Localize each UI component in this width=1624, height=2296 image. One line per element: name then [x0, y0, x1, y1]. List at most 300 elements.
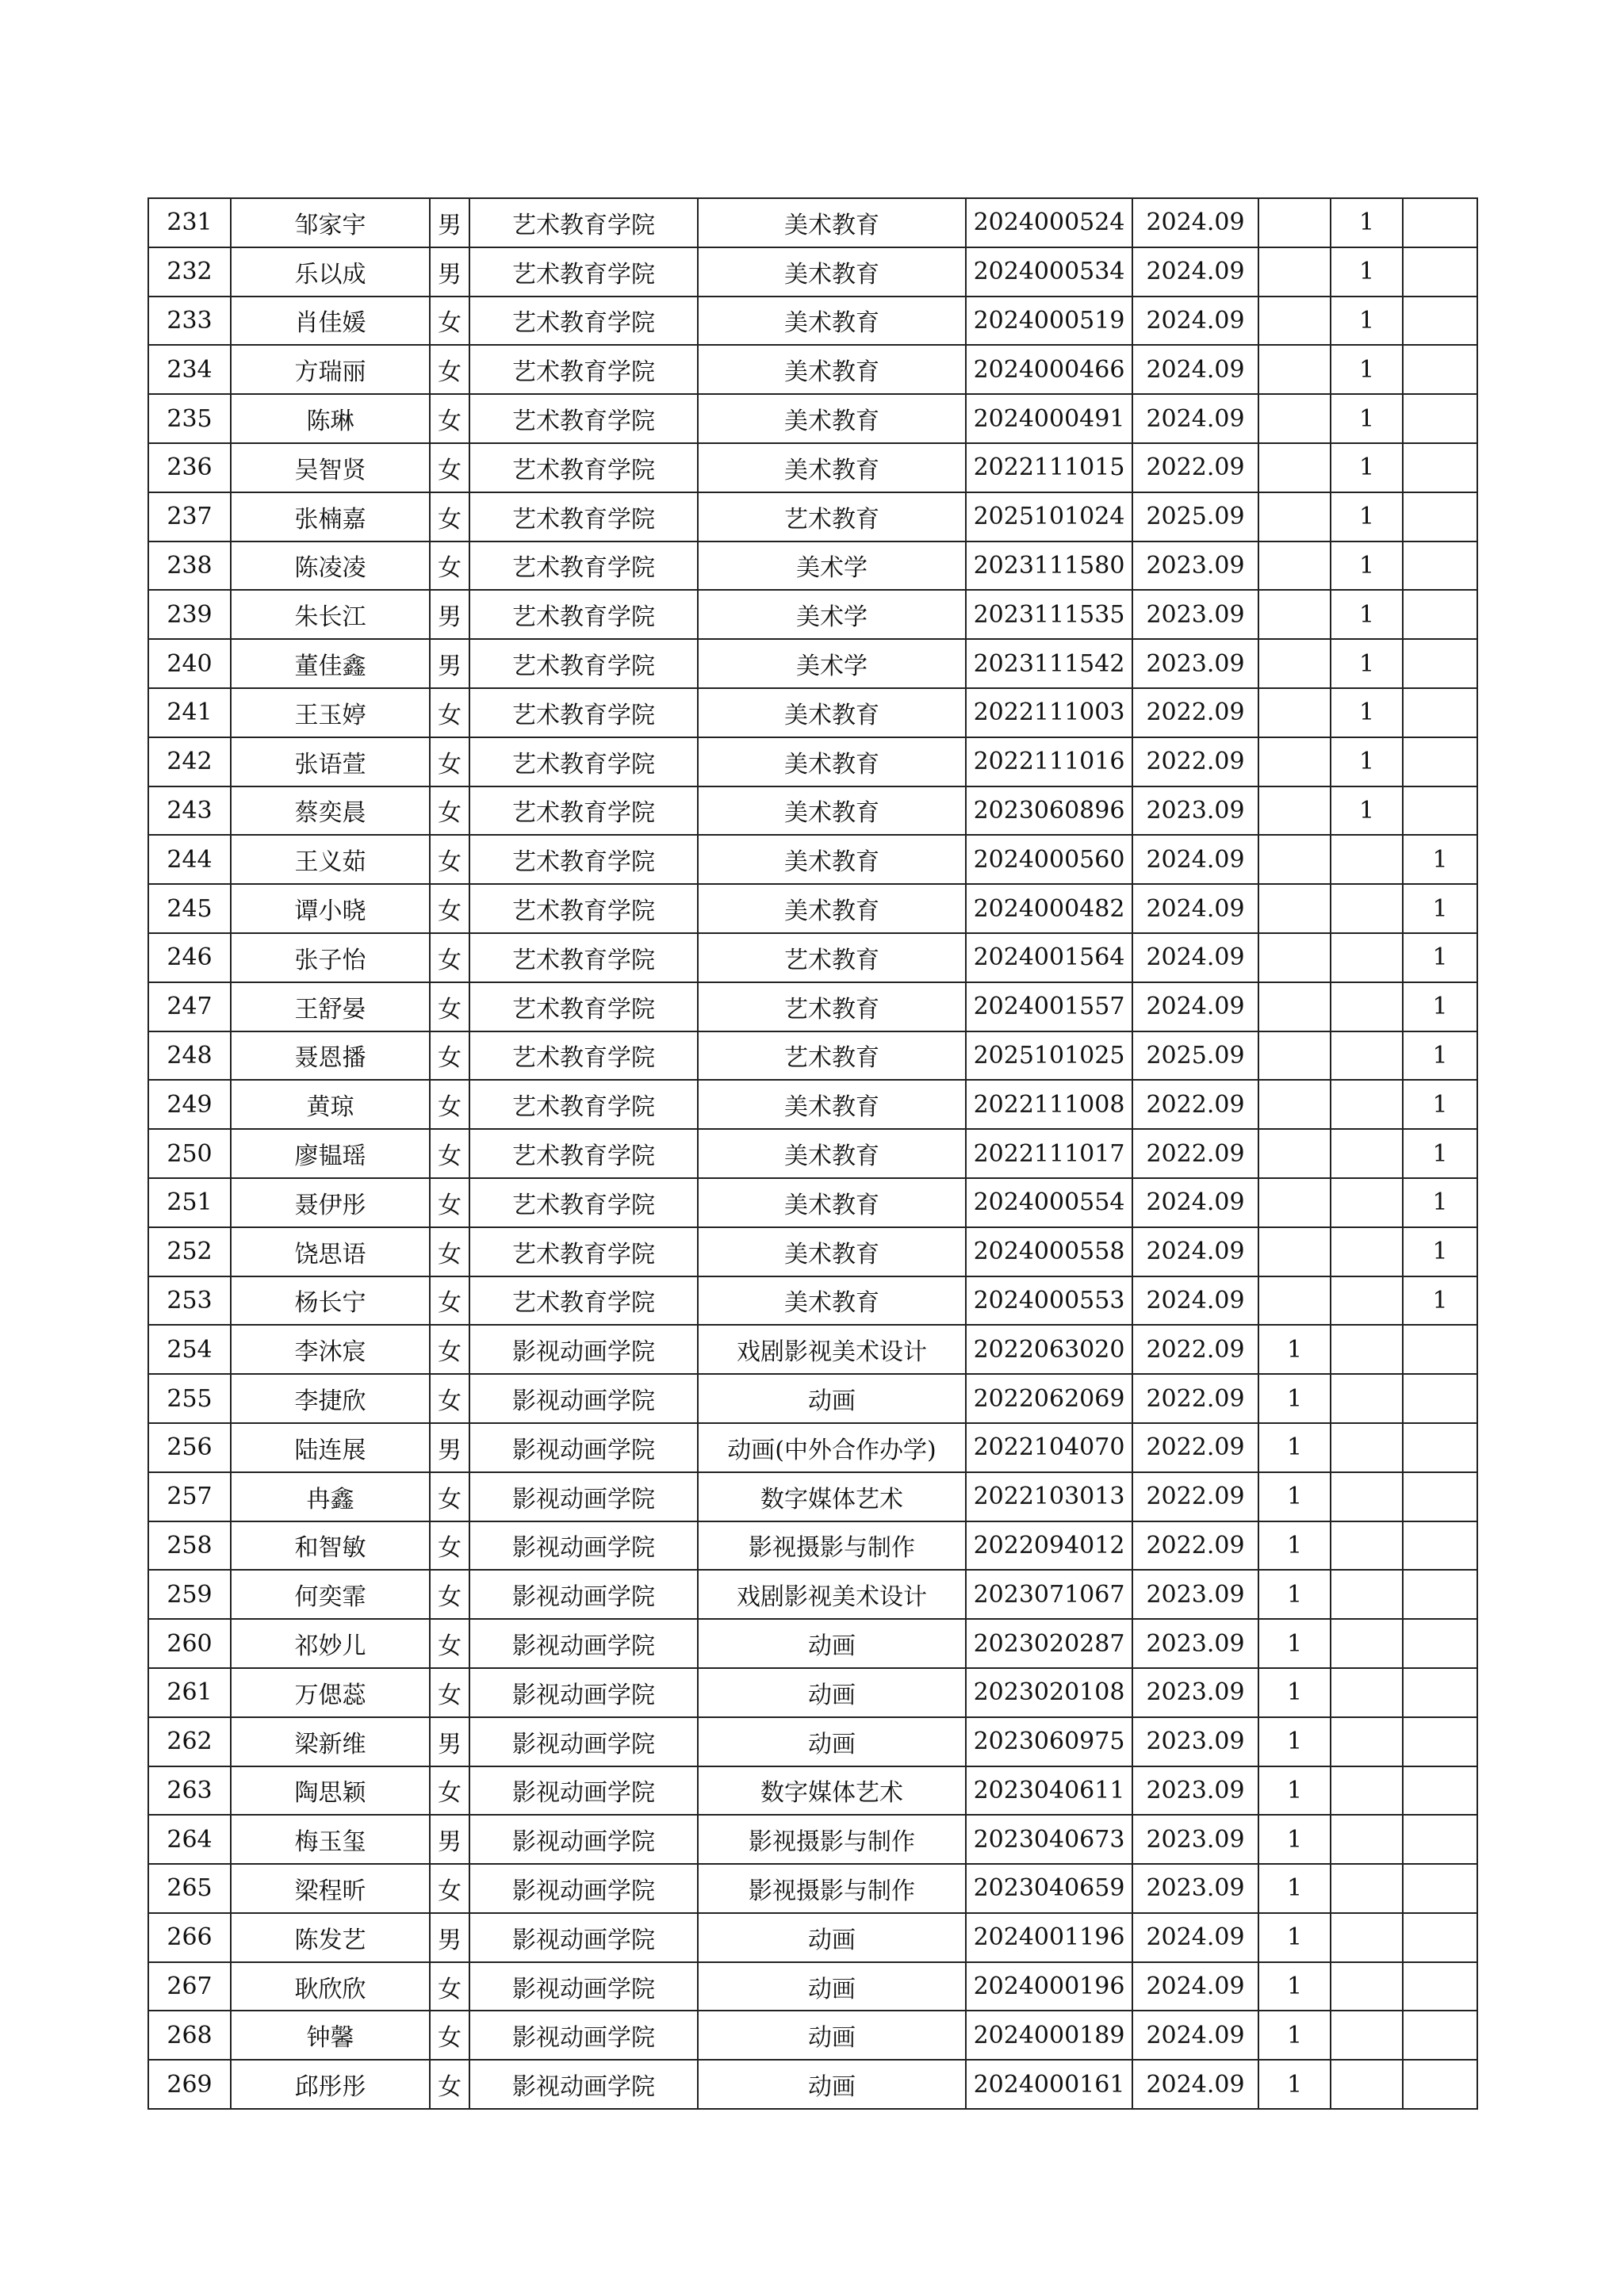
student-id-cell: 2023040673: [966, 1815, 1132, 1864]
major-cell: 美术教育: [698, 1227, 966, 1276]
name-cell: 耿欣欣: [231, 1962, 430, 2011]
enroll-date-cell: 2024.09: [1132, 297, 1258, 346]
major-cell: 动画: [698, 1913, 966, 1962]
gender-cell: 女: [430, 1178, 469, 1227]
enroll-date-cell: 2022.09: [1132, 1472, 1258, 1521]
enroll-date-cell: 2024.09: [1132, 198, 1258, 247]
student-id-cell: 2024001557: [966, 982, 1132, 1031]
college-cell: 艺术教育学院: [469, 1129, 698, 1178]
seq-cell: 242: [148, 737, 231, 786]
gender-cell: 男: [430, 198, 469, 247]
mark-col-2-cell: 1: [1331, 541, 1403, 591]
student-id-cell: 2024000558: [966, 1227, 1132, 1276]
table-row: [148, 639, 1477, 688]
name-cell: 邱彤彤: [231, 2060, 430, 2109]
mark-col-2-cell: [1331, 1521, 1403, 1571]
name-cell: 万偲蕊: [231, 1668, 430, 1717]
name-cell: 李沐宸: [231, 1325, 430, 1374]
college-cell: 影视动画学院: [469, 1521, 698, 1571]
mark-col-2-cell: 1: [1331, 198, 1403, 247]
student-id-cell: 2022111008: [966, 1080, 1132, 1129]
college-cell: 艺术教育学院: [469, 443, 698, 492]
college-cell: 艺术教育学院: [469, 786, 698, 836]
seq-cell: 244: [148, 835, 231, 884]
college-cell: 艺术教育学院: [469, 982, 698, 1031]
mark-col-3-cell: [1403, 2060, 1477, 2109]
major-cell: 动画: [698, 1619, 966, 1668]
gender-cell: 女: [430, 688, 469, 737]
student-id-cell: 2025101024: [966, 492, 1132, 541]
mark-col-3-cell: [1403, 590, 1477, 639]
mark-col-1-cell: [1258, 737, 1331, 786]
mark-col-2-cell: [1331, 1031, 1403, 1081]
student-id-cell: 2024000189: [966, 2011, 1132, 2060]
college-cell: 艺术教育学院: [469, 884, 698, 933]
table-row: [148, 688, 1477, 737]
enroll-date-cell: 2024.09: [1132, 1178, 1258, 1227]
college-cell: 艺术教育学院: [469, 541, 698, 591]
college-cell: 影视动画学院: [469, 1913, 698, 1962]
mark-col-1-cell: 1: [1258, 1423, 1331, 1472]
student-id-cell: 2022104070: [966, 1423, 1132, 1472]
mark-col-3-cell: [1403, 394, 1477, 443]
student-id-cell: 2024000466: [966, 345, 1132, 394]
name-cell: 李捷欣: [231, 1374, 430, 1423]
table-row: [148, 1178, 1477, 1227]
enroll-date-cell: 2025.09: [1132, 492, 1258, 541]
student-id-cell: 2022111003: [966, 688, 1132, 737]
table-row: [148, 1570, 1477, 1619]
major-cell: 美术教育: [698, 443, 966, 492]
mark-col-2-cell: [1331, 982, 1403, 1031]
mark-col-3-cell: [1403, 1374, 1477, 1423]
student-id-cell: 2024000554: [966, 1178, 1132, 1227]
mark-col-3-cell: 1: [1403, 884, 1477, 933]
gender-cell: 男: [430, 1423, 469, 1472]
mark-col-1-cell: [1258, 786, 1331, 836]
mark-col-2-cell: [1331, 1668, 1403, 1717]
college-cell: 艺术教育学院: [469, 198, 698, 247]
mark-col-1-cell: [1258, 639, 1331, 688]
gender-cell: 男: [430, 1717, 469, 1766]
enroll-date-cell: 2024.09: [1132, 982, 1258, 1031]
table-row: [148, 1031, 1477, 1081]
college-cell: 艺术教育学院: [469, 492, 698, 541]
mark-col-3-cell: [1403, 639, 1477, 688]
mark-col-2-cell: [1331, 1815, 1403, 1864]
name-cell: 聂恩播: [231, 1031, 430, 1081]
mark-col-3-cell: [1403, 1521, 1477, 1571]
major-cell: 美术教育: [698, 786, 966, 836]
college-cell: 艺术教育学院: [469, 737, 698, 786]
student-id-cell: 2024000491: [966, 394, 1132, 443]
seq-cell: 261: [148, 1668, 231, 1717]
mark-col-2-cell: [1331, 1080, 1403, 1129]
college-cell: 艺术教育学院: [469, 933, 698, 982]
name-cell: 聂伊彤: [231, 1178, 430, 1227]
mark-col-1-cell: [1258, 1129, 1331, 1178]
major-cell: 动画: [698, 1962, 966, 2011]
mark-col-1-cell: [1258, 345, 1331, 394]
enroll-date-cell: 2024.09: [1132, 933, 1258, 982]
major-cell: 戏剧影视美术设计: [698, 1570, 966, 1619]
enroll-date-cell: 2022.09: [1132, 443, 1258, 492]
mark-col-1-cell: [1258, 688, 1331, 737]
college-cell: 艺术教育学院: [469, 297, 698, 346]
mark-col-1-cell: [1258, 492, 1331, 541]
mark-col-1-cell: [1258, 1031, 1331, 1081]
gender-cell: 女: [430, 786, 469, 836]
seq-cell: 236: [148, 443, 231, 492]
gender-cell: 女: [430, 1031, 469, 1081]
enroll-date-cell: 2022.09: [1132, 1080, 1258, 1129]
seq-cell: 250: [148, 1129, 231, 1178]
mark-col-1-cell: [1258, 933, 1331, 982]
table-row: [148, 1619, 1477, 1668]
gender-cell: 女: [430, 1325, 469, 1374]
enroll-date-cell: 2024.09: [1132, 1913, 1258, 1962]
name-cell: 王玉婷: [231, 688, 430, 737]
major-cell: 美术教育: [698, 394, 966, 443]
mark-col-1-cell: [1258, 982, 1331, 1031]
mark-col-1-cell: [1258, 1227, 1331, 1276]
name-cell: 蔡奕晨: [231, 786, 430, 836]
college-cell: 影视动画学院: [469, 1717, 698, 1766]
mark-col-3-cell: [1403, 1717, 1477, 1766]
mark-col-3-cell: [1403, 443, 1477, 492]
seq-cell: 247: [148, 982, 231, 1031]
student-id-cell: 2022063020: [966, 1325, 1132, 1374]
enroll-date-cell: 2024.09: [1132, 835, 1258, 884]
name-cell: 梁程昕: [231, 1864, 430, 1913]
mark-col-1-cell: 1: [1258, 2060, 1331, 2109]
seq-cell: 251: [148, 1178, 231, 1227]
name-cell: 王舒晏: [231, 982, 430, 1031]
table-row: [148, 198, 1477, 247]
mark-col-3-cell: [1403, 198, 1477, 247]
gender-cell: 女: [430, 982, 469, 1031]
major-cell: 美术教育: [698, 1129, 966, 1178]
major-cell: 影视摄影与制作: [698, 1864, 966, 1913]
name-cell: 和智敏: [231, 1521, 430, 1571]
mark-col-1-cell: [1258, 541, 1331, 591]
table-row: [148, 590, 1477, 639]
name-cell: 陆连展: [231, 1423, 430, 1472]
gender-cell: 女: [430, 443, 469, 492]
student-roster-table: [147, 197, 1478, 2110]
seq-cell: 266: [148, 1913, 231, 1962]
major-cell: 美术教育: [698, 1178, 966, 1227]
table-row: [148, 1962, 1477, 2011]
mark-col-3-cell: [1403, 1423, 1477, 1472]
student-id-cell: 2024000519: [966, 297, 1132, 346]
mark-col-1-cell: [1258, 247, 1331, 297]
student-id-cell: 2023071067: [966, 1570, 1132, 1619]
enroll-date-cell: 2022.09: [1132, 1374, 1258, 1423]
college-cell: 影视动画学院: [469, 1668, 698, 1717]
mark-col-2-cell: [1331, 1374, 1403, 1423]
table-row: [148, 345, 1477, 394]
college-cell: 影视动画学院: [469, 2060, 698, 2109]
enroll-date-cell: 2023.09: [1132, 541, 1258, 591]
seq-cell: 232: [148, 247, 231, 297]
college-cell: 艺术教育学院: [469, 247, 698, 297]
name-cell: 邹家宇: [231, 198, 430, 247]
table-row: [148, 443, 1477, 492]
gender-cell: 女: [430, 1668, 469, 1717]
major-cell: 美术教育: [698, 247, 966, 297]
table-row: [148, 982, 1477, 1031]
mark-col-3-cell: [1403, 1913, 1477, 1962]
name-cell: 黄琼: [231, 1080, 430, 1129]
student-id-cell: 2023040659: [966, 1864, 1132, 1913]
enroll-date-cell: 2025.09: [1132, 1031, 1258, 1081]
student-id-cell: 2022111017: [966, 1129, 1132, 1178]
mark-col-3-cell: [1403, 1472, 1477, 1521]
seq-cell: 245: [148, 884, 231, 933]
enroll-date-cell: 2024.09: [1132, 1276, 1258, 1326]
major-cell: 美术学: [698, 639, 966, 688]
seq-cell: 237: [148, 492, 231, 541]
major-cell: 美术教育: [698, 1080, 966, 1129]
name-cell: 肖佳媛: [231, 297, 430, 346]
student-id-cell: 2022094012: [966, 1521, 1132, 1571]
enroll-date-cell: 2023.09: [1132, 639, 1258, 688]
student-id-cell: 2023020108: [966, 1668, 1132, 1717]
college-cell: 影视动画学院: [469, 1864, 698, 1913]
seq-cell: 255: [148, 1374, 231, 1423]
seq-cell: 253: [148, 1276, 231, 1326]
seq-cell: 231: [148, 198, 231, 247]
major-cell: 美术教育: [698, 737, 966, 786]
major-cell: 美术教育: [698, 198, 966, 247]
seq-cell: 235: [148, 394, 231, 443]
gender-cell: 女: [430, 1864, 469, 1913]
mark-col-1-cell: [1258, 297, 1331, 346]
major-cell: 动画(中外合作办学): [698, 1423, 966, 1472]
table-row: [148, 492, 1477, 541]
mark-col-2-cell: [1331, 1472, 1403, 1521]
name-cell: 梅玉玺: [231, 1815, 430, 1864]
college-cell: 影视动画学院: [469, 1472, 698, 1521]
seq-cell: 248: [148, 1031, 231, 1081]
mark-col-2-cell: [1331, 1913, 1403, 1962]
mark-col-1-cell: [1258, 198, 1331, 247]
seq-cell: 263: [148, 1766, 231, 1816]
mark-col-3-cell: [1403, 688, 1477, 737]
major-cell: 美术学: [698, 541, 966, 591]
mark-col-1-cell: 1: [1258, 1962, 1331, 2011]
student-id-cell: 2025101025: [966, 1031, 1132, 1081]
mark-col-3-cell: [1403, 2011, 1477, 2060]
mark-col-1-cell: 1: [1258, 1766, 1331, 1816]
gender-cell: 女: [430, 884, 469, 933]
major-cell: 美术教育: [698, 835, 966, 884]
roster-body: [148, 198, 1477, 2109]
gender-cell: 女: [430, 1570, 469, 1619]
major-cell: 动画: [698, 1668, 966, 1717]
name-cell: 朱长江: [231, 590, 430, 639]
table-row: [148, 933, 1477, 982]
table-row: [148, 2011, 1477, 2060]
student-id-cell: 2024000196: [966, 1962, 1132, 2011]
major-cell: 数字媒体艺术: [698, 1472, 966, 1521]
gender-cell: 女: [430, 541, 469, 591]
name-cell: 张楠嘉: [231, 492, 430, 541]
name-cell: 杨长宁: [231, 1276, 430, 1326]
college-cell: 影视动画学院: [469, 1570, 698, 1619]
mark-col-1-cell: [1258, 835, 1331, 884]
gender-cell: 女: [430, 1619, 469, 1668]
major-cell: 美术教育: [698, 345, 966, 394]
seq-cell: 256: [148, 1423, 231, 1472]
mark-col-1-cell: [1258, 884, 1331, 933]
college-cell: 影视动画学院: [469, 1619, 698, 1668]
table-row: [148, 297, 1477, 346]
mark-col-3-cell: [1403, 345, 1477, 394]
table-row: [148, 835, 1477, 884]
mark-col-2-cell: 1: [1331, 394, 1403, 443]
mark-col-1-cell: 1: [1258, 1570, 1331, 1619]
seq-cell: 264: [148, 1815, 231, 1864]
mark-col-2-cell: 1: [1331, 247, 1403, 297]
seq-cell: 240: [148, 639, 231, 688]
mark-col-1-cell: [1258, 1178, 1331, 1227]
mark-col-2-cell: [1331, 1962, 1403, 2011]
mark-col-2-cell: [1331, 1178, 1403, 1227]
mark-col-2-cell: [1331, 1766, 1403, 1816]
mark-col-2-cell: [1331, 2060, 1403, 2109]
major-cell: 数字媒体艺术: [698, 1766, 966, 1816]
gender-cell: 女: [430, 492, 469, 541]
gender-cell: 女: [430, 1962, 469, 2011]
major-cell: 美术学: [698, 590, 966, 639]
gender-cell: 女: [430, 2060, 469, 2109]
seq-cell: 234: [148, 345, 231, 394]
enroll-date-cell: 2024.09: [1132, 247, 1258, 297]
table-row: [148, 1080, 1477, 1129]
gender-cell: 女: [430, 835, 469, 884]
enroll-date-cell: 2022.09: [1132, 737, 1258, 786]
college-cell: 影视动画学院: [469, 2011, 698, 2060]
seq-cell: 241: [148, 688, 231, 737]
mark-col-3-cell: 1: [1403, 1129, 1477, 1178]
enroll-date-cell: 2022.09: [1132, 688, 1258, 737]
name-cell: 陈发艺: [231, 1913, 430, 1962]
seq-cell: 267: [148, 1962, 231, 2011]
mark-col-1-cell: 1: [1258, 1521, 1331, 1571]
mark-col-3-cell: 1: [1403, 835, 1477, 884]
mark-col-2-cell: [1331, 933, 1403, 982]
mark-col-3-cell: [1403, 737, 1477, 786]
gender-cell: 女: [430, 933, 469, 982]
gender-cell: 男: [430, 639, 469, 688]
mark-col-3-cell: 1: [1403, 1031, 1477, 1081]
mark-col-3-cell: [1403, 297, 1477, 346]
table-row: [148, 1423, 1477, 1472]
gender-cell: 男: [430, 1913, 469, 1962]
mark-col-2-cell: [1331, 1423, 1403, 1472]
mark-col-3-cell: [1403, 247, 1477, 297]
mark-col-3-cell: [1403, 1668, 1477, 1717]
college-cell: 艺术教育学院: [469, 590, 698, 639]
seq-cell: 246: [148, 933, 231, 982]
enroll-date-cell: 2024.09: [1132, 2011, 1258, 2060]
enroll-date-cell: 2023.09: [1132, 1815, 1258, 1864]
gender-cell: 女: [430, 1080, 469, 1129]
enroll-date-cell: 2023.09: [1132, 1668, 1258, 1717]
enroll-date-cell: 2024.09: [1132, 394, 1258, 443]
college-cell: 艺术教育学院: [469, 639, 698, 688]
mark-col-1-cell: 1: [1258, 1815, 1331, 1864]
seq-cell: 269: [148, 2060, 231, 2109]
name-cell: 祁妙儿: [231, 1619, 430, 1668]
enroll-date-cell: 2023.09: [1132, 1717, 1258, 1766]
mark-col-1-cell: [1258, 1080, 1331, 1129]
college-cell: 艺术教育学院: [469, 1276, 698, 1326]
student-id-cell: 2023060975: [966, 1717, 1132, 1766]
student-id-cell: 2024000560: [966, 835, 1132, 884]
seq-cell: 233: [148, 297, 231, 346]
student-id-cell: 2023111542: [966, 639, 1132, 688]
gender-cell: 女: [430, 297, 469, 346]
mark-col-3-cell: 1: [1403, 1178, 1477, 1227]
table-row: [148, 737, 1477, 786]
student-id-cell: 2023040611: [966, 1766, 1132, 1816]
enroll-date-cell: 2022.09: [1132, 1521, 1258, 1571]
table-row: [148, 1521, 1477, 1571]
gender-cell: 男: [430, 247, 469, 297]
college-cell: 艺术教育学院: [469, 688, 698, 737]
mark-col-2-cell: [1331, 1570, 1403, 1619]
student-id-cell: 2024001564: [966, 933, 1132, 982]
mark-col-2-cell: [1331, 884, 1403, 933]
enroll-date-cell: 2023.09: [1132, 1570, 1258, 1619]
college-cell: 影视动画学院: [469, 1962, 698, 2011]
gender-cell: 女: [430, 1374, 469, 1423]
enroll-date-cell: 2022.09: [1132, 1423, 1258, 1472]
name-cell: 王义茹: [231, 835, 430, 884]
mark-col-3-cell: [1403, 541, 1477, 591]
student-id-cell: 2024000482: [966, 884, 1132, 933]
name-cell: 廖韫瑶: [231, 1129, 430, 1178]
mark-col-2-cell: 1: [1331, 590, 1403, 639]
mark-col-1-cell: [1258, 443, 1331, 492]
name-cell: 方瑞丽: [231, 345, 430, 394]
mark-col-1-cell: 1: [1258, 1619, 1331, 1668]
student-id-cell: 2023060896: [966, 786, 1132, 836]
table-row: [148, 1815, 1477, 1864]
enroll-date-cell: 2023.09: [1132, 1766, 1258, 1816]
gender-cell: 女: [430, 394, 469, 443]
mark-col-1-cell: 1: [1258, 1717, 1331, 1766]
mark-col-3-cell: 1: [1403, 933, 1477, 982]
major-cell: 戏剧影视美术设计: [698, 1325, 966, 1374]
gender-cell: 女: [430, 1227, 469, 1276]
major-cell: 美术教育: [698, 297, 966, 346]
mark-col-3-cell: [1403, 1766, 1477, 1816]
student-id-cell: 2023020287: [966, 1619, 1132, 1668]
mark-col-2-cell: 1: [1331, 737, 1403, 786]
table-row: [148, 1276, 1477, 1326]
table-row: [148, 1766, 1477, 1816]
mark-col-3-cell: [1403, 1325, 1477, 1374]
table-row: [148, 1864, 1477, 1913]
table-row: [148, 394, 1477, 443]
gender-cell: 女: [430, 1129, 469, 1178]
name-cell: 董佳鑫: [231, 639, 430, 688]
mark-col-2-cell: [1331, 1717, 1403, 1766]
